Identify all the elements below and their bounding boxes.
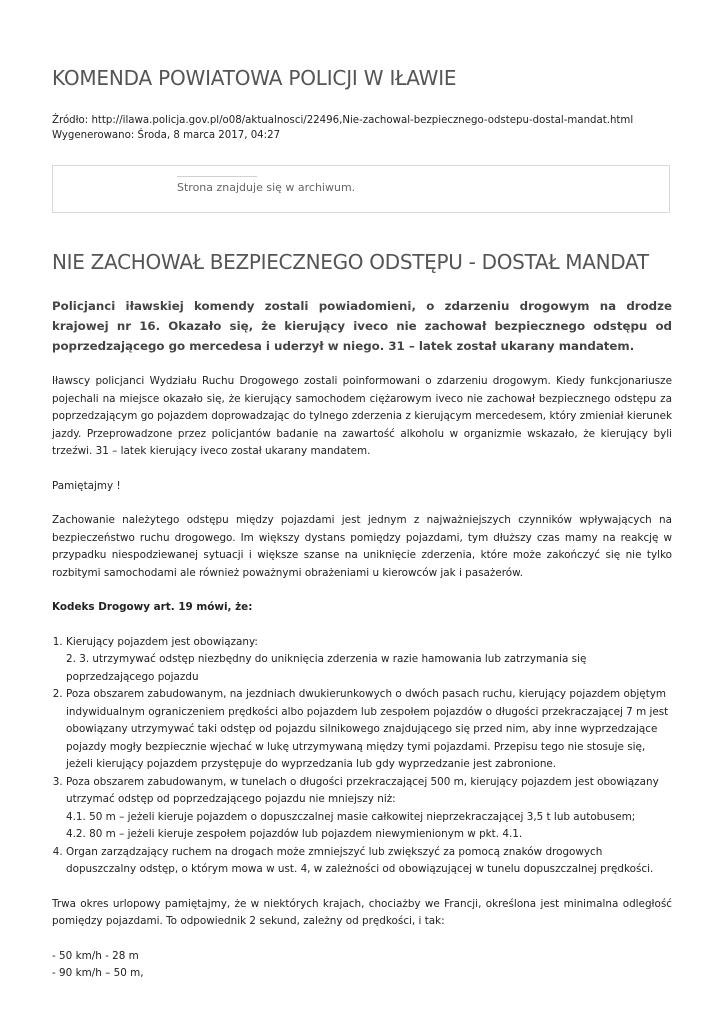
paragraph-4: Trwa okres urlopowy pamiętajmy, że w niektórych krajach, chociażby we Francji, określona jest minimalna odległość pomiędzy pojazdami. To odpowiednik 2 sekund, zależny od prędkości, i tak: xyxy=(52,897,672,927)
list-subitem: 4.1. 50 m – jeżeli kieruje pojazdem o dopuszczalnej masie całkowitej nieprzekraczającej 3,5 t lub autobusem; xyxy=(66,810,636,823)
article-title: NIE ZACHOWAŁ BEZPIECZNEGO ODSTĘPU - DOSTAŁ MANDAT xyxy=(52,250,649,274)
source-url[interactable]: Źródło: http://ilawa.policja.gov.pl/o08/aktualnosci/22496,Nie-zachowal-bezpiecznego-odstepu-dostal-mandat.html xyxy=(52,115,634,126)
distance-item: - 90 km/h – 50 m, xyxy=(52,967,144,979)
distance-item: - 50 km/h - 28 m xyxy=(52,949,139,962)
list-subitem: 4.2. 80 m – jeżeli kieruje zespołem pojazdów lub pojazdem niewymienionym w pkt. 4.1. xyxy=(66,828,523,840)
article-body xyxy=(52,373,672,983)
list-item xyxy=(66,844,672,879)
list-item-text: Kierujący pojazdem jest obowiązany: xyxy=(66,635,258,648)
archive-divider xyxy=(177,176,257,177)
list-item-text: Poza obszarem zabudowanym, w tunelach o długości przekraczającej 500 m, kierujący pojazdem jest obowiązany utrzymać odstęp od poprzedzającego pojazdu nie mniejszy niż: xyxy=(66,775,659,805)
list-item xyxy=(66,774,672,844)
document-meta xyxy=(52,114,633,143)
article-lead: Policjanci iławskiej komendy zostali powiadomieni, o zdarzeniu drogowym na drodze krajowej nr 16. Okazało się, że kierujący iveco nie zachował bezpiecznego odstępu od poprzedzającego go mercedesa i uderzył w niego. 31 – latek został ukarany mandatem. xyxy=(52,299,672,353)
list-item-text: Organ zarządzający ruchem na drogach może zmniejszyć lub zwiększyć za pomocą znaków drogowych dopuszczalny odstęp, o którym mowa w ust. 4, w zależności od obowiązującej w tunelu dopuszczalnej prędkości. xyxy=(66,845,654,875)
archive-notice: Strona znajduje się w archiwum. xyxy=(177,181,356,194)
distance-list xyxy=(52,948,672,983)
code-heading: Kodeks Drogowy art. 19 mówi, że: xyxy=(52,601,253,613)
list-item xyxy=(66,634,672,687)
paragraph-1: Iławscy policjanci Wydziału Ruchu Drogowego zostali poinformowani o zdarzeniu drogowym. Kiedy funkcjonariusze pojechali na miejsce okazało się, że kierujący samochodem ciężarowym iveco nie zachował bezpiecznego odstępu za poprzedzającym go pojazdem doprowadzając do tylnego zderzenia z kierującym mercedesem, który zmieniał kierunek jazdy. Przeprowadzone przez policjantów badanie na zawartość alkoholu w organizmie wskazało, że kierujący byli trzeźwi. 31 – latek kierujący iveco został ukarany mandatem. xyxy=(52,375,672,457)
archive-notice-box xyxy=(52,165,670,213)
list-item xyxy=(66,686,672,774)
site-title: KOMENDA POWIATOWA POLICJI W IŁAWIE xyxy=(52,66,457,90)
list-subitem: 2. 3. utrzymywać odstęp niezbędny do uniknięcia zderzenia w razie hamowania lub zatrzymania się poprzedzającego pojazdu xyxy=(66,653,587,683)
paragraph-3: Zachowanie należytego odstępu między pojazdami jest jednym z najważniejszych czynników wpływających na bezpieczeństwo ruchu drogowego. Im większy dystans pomiędzy pojazdami, tym dłuższy czas mamy na reakcję w przypadku niespodziewanej sytuacji i większe szanse na uniknięcie zderzenia, które może zakończyć się nie tylko rozbitymi samochodami ale również poważnymi obrażeniami u kierowców jak i pasażerów. xyxy=(52,514,672,579)
code-list xyxy=(52,634,672,879)
list-item-text: Poza obszarem zabudowanym, na jezdniach dwukierunkowych o dwóch pasach ruchu, kierujący pojazdem objętym indywidualnym ograniczeniem prędkości albo pojazdem lub zespołem pojazdów o długości przekraczającej 7 m jest obowiązany utrzymywać taki odstęp od pojazdu silnikowego znajdującego się przed nim, aby inne wyprzedzające pojazdy mogły bezpiecznie wjechać w lukę utrzymywaną między tymi pojazdami. Przepisu tego nie stosuje się, jeżeli kierujący pojazdem przystępuje do wyprzedzania lub gdy wyprzedzanie jest zabronione. xyxy=(66,688,669,770)
paragraph-2: Pamiętajmy ! xyxy=(52,479,121,492)
generated-date: Wygenerowano: Środa, 8 marca 2017, 04:27 xyxy=(52,129,281,141)
